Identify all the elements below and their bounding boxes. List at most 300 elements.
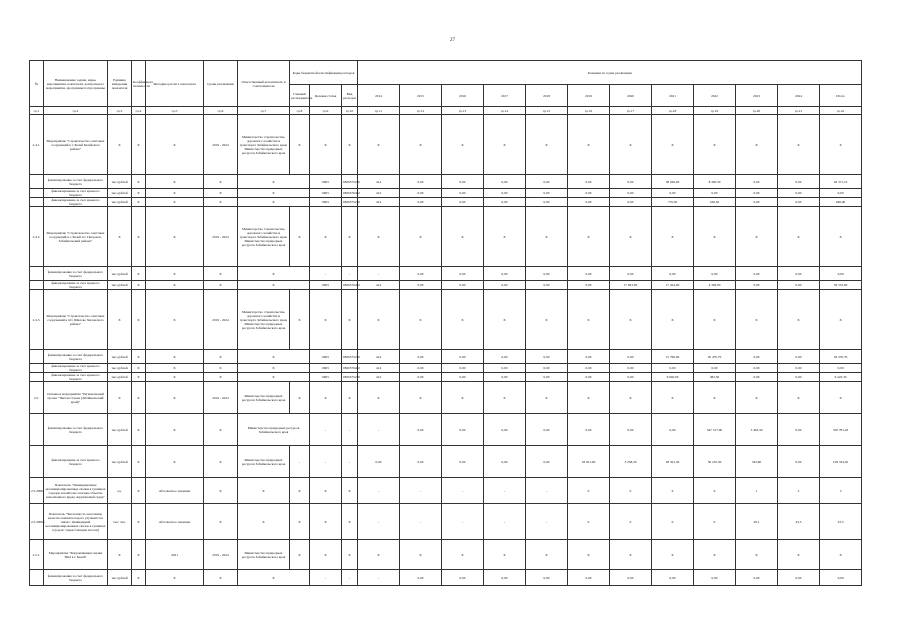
- table-cell: X: [146, 382, 204, 414]
- table-cell: X: [238, 281, 310, 290]
- table-cell: X: [610, 115, 652, 175]
- table-cell: тыс.рублей: [108, 414, 132, 446]
- table-cell: X: [610, 290, 652, 350]
- table-cell: 0,00: [736, 281, 778, 290]
- table-cell: X: [568, 207, 610, 267]
- table-cell: X: [290, 290, 310, 350]
- table-cell: X: [484, 540, 526, 570]
- table-cell: X: [736, 382, 778, 414]
- row-number-cell: [30, 373, 44, 382]
- table-cell: 17 424,00: [652, 281, 694, 290]
- row-name-cell: финансирование за счет федерального бюджета: [44, 570, 108, 586]
- table-cell: 0,00: [568, 350, 610, 364]
- table-cell: 0,00: [484, 198, 526, 207]
- table-cell: X: [778, 382, 820, 414]
- table-cell: X: [238, 478, 290, 504]
- table-cell: X: [400, 290, 442, 350]
- table-cell: 0,00: [610, 364, 652, 373]
- table-cell: Абсолютное значение: [146, 478, 204, 504]
- table-cell: 0,00: [820, 189, 862, 198]
- table-cell: X: [146, 189, 204, 198]
- table-cell: 0,00: [400, 446, 442, 478]
- table-cell: X: [132, 504, 146, 540]
- table-cell: 414: [358, 198, 400, 207]
- table-cell: 2021: [146, 540, 204, 570]
- table-cell: 15 790,00: [652, 350, 694, 364]
- table-cell: 0,00: [610, 350, 652, 364]
- row-name-cell: финансирование за счет краевого бюджета: [44, 446, 108, 478]
- table-cell: X: [342, 115, 358, 175]
- table-cell: 0820375250: [342, 373, 358, 382]
- header-no: №: [30, 61, 44, 107]
- table-cell: 0,00: [778, 373, 820, 382]
- table-cell: X: [204, 570, 238, 586]
- header-year: 2021: [652, 85, 694, 107]
- table-cell: 414: [358, 373, 400, 382]
- row-name-cell: финансирование за счет краевого бюджета: [44, 364, 108, 373]
- table-cell: 0,00: [484, 570, 526, 586]
- column-number: гр.13: [442, 107, 484, 115]
- row-name-cell: Мероприятие "Строительство очистных сооружений в г. Балей и г. Петровск-Забайкальский района": [44, 207, 108, 267]
- column-number: гр.8: [290, 107, 310, 115]
- table-cell: X: [146, 198, 204, 207]
- table-cell: -: [358, 267, 400, 281]
- table-cell: -: [310, 414, 342, 446]
- header-vid: Вид расходов: [342, 85, 358, 107]
- table-cell: 0,00: [400, 281, 442, 290]
- header-name: Наименование задачи, меры, мероприятия, показателя, контрольного мероприятия, программы/госпрограммы: [44, 61, 108, 107]
- table-cell: Министерство строительства, дорожного хозяйства и транспорта Забайкальского края, Министерство природных ресурсов Забайкальского края: [238, 290, 290, 350]
- table-cell: 0605: [310, 281, 342, 290]
- table-cell: X: [694, 115, 736, 175]
- table-cell: 0: [568, 478, 610, 504]
- table-cell: 0820376402: [342, 281, 358, 290]
- table-cell: X: [652, 290, 694, 350]
- table-cell: -: [442, 478, 484, 504]
- header-year: 2020: [610, 85, 652, 107]
- table-cell: 0,00: [694, 364, 736, 373]
- table-cell: X: [568, 115, 610, 175]
- table-cell: X: [132, 189, 146, 198]
- table-cell: X: [238, 198, 310, 207]
- table-cell: 0,00: [484, 373, 526, 382]
- table-cell: 0,00: [778, 175, 820, 189]
- table-cell: X: [132, 364, 146, 373]
- table-cell: X: [132, 281, 146, 290]
- table-cell: X: [108, 540, 132, 570]
- table-cell: 0,00: [400, 364, 442, 373]
- table-cell: X: [290, 504, 310, 540]
- table-cell: 0605: [310, 198, 342, 207]
- row-name-cell: финансирование за счет краевого бюджета: [44, 189, 108, 198]
- table-cell: 0,00: [736, 198, 778, 207]
- table-cell: X: [400, 540, 442, 570]
- column-number: гр.15: [526, 107, 568, 115]
- table-cell: X: [484, 207, 526, 267]
- table-cell: 0,00: [610, 175, 652, 189]
- table-cell: 0,00: [526, 570, 568, 586]
- table-cell: X: [736, 207, 778, 267]
- table-cell: X: [204, 414, 238, 446]
- table-cell: X: [342, 382, 358, 414]
- table-cell: X: [442, 207, 484, 267]
- table-cell: X: [358, 207, 400, 267]
- table-cell: 0,00: [778, 281, 820, 290]
- table-cell: 43,5: [820, 504, 862, 540]
- table-cell: X: [442, 540, 484, 570]
- table-row: [30, 281, 862, 290]
- header-year: 2023: [736, 85, 778, 107]
- table-cell: 0605: [310, 350, 342, 364]
- table-cell: X: [442, 290, 484, 350]
- table-cell: 0,00: [442, 570, 484, 586]
- table-cell: ед.: [108, 478, 132, 504]
- table-cell: X: [132, 115, 146, 175]
- table-cell: 3 258,30: [610, 446, 652, 478]
- table-cell: 414: [358, 189, 400, 198]
- table-cell: 6: [694, 478, 736, 504]
- table-cell: Министерство строительства, дорожного хозяйства и транспорта Забайкальского края, Министерство природных ресурсов Забайкальского края: [238, 207, 290, 267]
- table-cell: 0,00: [442, 373, 484, 382]
- table-cell: Министерство природных ресурсов Забайкальского края: [238, 540, 290, 570]
- table-cell: 0,00: [526, 175, 568, 189]
- header-year: 2019: [568, 85, 610, 107]
- table-cell: X: [310, 504, 342, 540]
- column-number: гр.3: [108, 107, 132, 115]
- table-cell: 0,00: [610, 414, 652, 446]
- table-cell: 8 300,30: [694, 175, 736, 189]
- table-row: [30, 189, 862, 198]
- table-cell: тыс.рублей: [108, 373, 132, 382]
- table-cell: 109 334,50: [820, 446, 862, 478]
- table-cell: тыс. чел.: [108, 504, 132, 540]
- row-name-cell: Показатель "Ликвидированы несанкционированные свалки в границах городов и наиболее опасные объекты накопленного вреда окружающей среде": [44, 478, 108, 504]
- table-cell: 0,00: [736, 267, 778, 281]
- table-row: [30, 382, 862, 414]
- table-cell: 0,00: [526, 350, 568, 364]
- table-cell: X: [108, 290, 132, 350]
- column-number: гр.2: [44, 107, 108, 115]
- table-cell: 0,00: [610, 267, 652, 281]
- table-row: [30, 414, 862, 446]
- table-cell: 0,00: [358, 446, 400, 478]
- table-cell: -: [358, 570, 400, 586]
- table-cell: 46 371,10: [820, 175, 862, 189]
- row-name-cell: Мероприятие "Строительство очистных сооружений в пгт. Шилово Хилокского района": [44, 290, 108, 350]
- row-number-cell: [30, 570, 44, 586]
- table-cell: тыс.рублей: [108, 446, 132, 478]
- table-row: [30, 570, 862, 586]
- table-cell: X: [146, 364, 204, 373]
- table-cell: 43,5: [778, 504, 820, 540]
- table-cell: X: [526, 115, 568, 175]
- row-number-cell: 2.4.1.: [30, 115, 44, 175]
- row-number-cell: 2.4.2.: [30, 207, 44, 267]
- row-name-cell: Основное мероприятие "Региональный проект "Чистая страна (Забайкальский край)": [44, 382, 108, 414]
- table-cell: 0,00: [484, 267, 526, 281]
- table-cell: X: [310, 207, 342, 267]
- table-cell: X: [310, 382, 342, 414]
- table-cell: X: [820, 115, 862, 175]
- table-cell: X: [652, 115, 694, 175]
- table-cell: X: [568, 290, 610, 350]
- row-number-cell: [30, 189, 44, 198]
- column-number: гр.20: [736, 107, 778, 115]
- table-cell: X: [342, 504, 358, 540]
- column-number: гр.18: [652, 107, 694, 115]
- row-number-cell: 2.5.2006б: [30, 504, 44, 540]
- table-cell: 0,00: [442, 198, 484, 207]
- row-name-cell: финансирование за счет федерального бюджета: [44, 175, 108, 189]
- table-cell: 0,00: [526, 281, 568, 290]
- table-cell: X: [290, 207, 310, 267]
- table-cell: тыс.рублей: [108, 350, 132, 364]
- row-number-cell: 2.5.2006: [30, 478, 44, 504]
- table-cell: X: [146, 175, 204, 189]
- table-cell: -: [358, 504, 400, 540]
- table-cell: X: [778, 207, 820, 267]
- table-cell: X: [204, 504, 238, 540]
- column-number: гр.9: [310, 107, 342, 115]
- table-cell: 0,00: [400, 175, 442, 189]
- table-cell: -: [342, 446, 358, 478]
- table-cell: X: [146, 570, 204, 586]
- table-cell: 20 470,70: [694, 350, 736, 364]
- table-cell: 0605: [310, 373, 342, 382]
- table-cell: X: [358, 290, 400, 350]
- table-cell: X: [132, 478, 146, 504]
- table-cell: X: [778, 540, 820, 570]
- row-number-cell: [30, 364, 44, 373]
- table-cell: X: [132, 373, 146, 382]
- table-cell: X: [108, 382, 132, 414]
- table-cell: X: [146, 207, 204, 267]
- column-number: гр.12: [400, 107, 442, 115]
- table-cell: X: [146, 373, 204, 382]
- table-cell: X: [526, 290, 568, 350]
- table-cell: 2019 - 2024: [204, 540, 238, 570]
- table-row: [30, 115, 862, 175]
- table-cell: X: [820, 540, 862, 570]
- column-number: гр.22: [820, 107, 862, 115]
- column-number: гр.11: [358, 107, 400, 115]
- table-cell: -: [484, 478, 526, 504]
- table-cell: 0,00: [652, 364, 694, 373]
- table-cell: X: [132, 175, 146, 189]
- table-cell: 0,00: [442, 350, 484, 364]
- table-cell: 0605: [310, 189, 342, 198]
- table-row: [30, 373, 862, 382]
- table-cell: 0,00: [568, 267, 610, 281]
- table-cell: X: [526, 207, 568, 267]
- table-cell: X: [442, 115, 484, 175]
- table-cell: 0,00: [442, 364, 484, 373]
- row-name-cell: финансирование за счет краевого бюджета: [44, 373, 108, 382]
- table-cell: 0,00: [778, 189, 820, 198]
- row-name-cell: Мероприятие "Строительство очистных сооружений в г. Балей Балейского района": [44, 115, 108, 175]
- table-cell: X: [204, 350, 238, 364]
- table-cell: 0: [610, 478, 652, 504]
- header-budget-code: Коды бюджетной классификации расходов: [290, 61, 358, 85]
- table-cell: 0,00: [442, 175, 484, 189]
- table-cell: 0,00: [442, 267, 484, 281]
- table-cell: X: [820, 290, 862, 350]
- program-table: [29, 60, 862, 586]
- table-cell: 0,00: [652, 570, 694, 586]
- table-cell: X: [736, 540, 778, 570]
- table-cell: X: [310, 540, 342, 570]
- table-cell: X: [238, 364, 310, 373]
- row-number-cell: [30, 350, 44, 364]
- row-name-cell: финансирование за счет краевого бюджета: [44, 281, 108, 290]
- table-cell: X: [108, 207, 132, 267]
- table-cell: X: [238, 504, 290, 540]
- column-number: гр.7: [238, 107, 290, 115]
- table-cell: 0,00: [610, 373, 652, 382]
- table-cell: 0,00: [736, 175, 778, 189]
- table-cell: 0,00: [484, 189, 526, 198]
- table-cell: X: [290, 540, 310, 570]
- table-body: [30, 115, 862, 586]
- table-cell: X: [310, 478, 342, 504]
- table-cell: X: [342, 478, 358, 504]
- table-cell: 414: [358, 175, 400, 189]
- row-number-cell: [30, 267, 44, 281]
- table-cell: 0,00: [694, 267, 736, 281]
- table-cell: 0,00: [526, 198, 568, 207]
- table-row: [30, 198, 862, 207]
- table-cell: 0,00: [652, 414, 694, 446]
- table-cell: -: [484, 504, 526, 540]
- table-cell: X: [310, 115, 342, 175]
- table-cell: 0,00: [400, 189, 442, 198]
- table-cell: 0,00: [442, 446, 484, 478]
- table-cell: тыс.рублей: [108, 189, 132, 198]
- table-cell: X: [146, 267, 204, 281]
- row-number-cell: [30, 414, 44, 446]
- table-cell: X: [132, 198, 146, 207]
- page-number: 27: [450, 38, 455, 43]
- table-cell: 0,00: [778, 198, 820, 207]
- column-number: гр.14: [484, 107, 526, 115]
- table-cell: 0820375250: [342, 350, 358, 364]
- column-number: гр.4: [132, 107, 146, 115]
- table-cell: X: [358, 115, 400, 175]
- table-row: [30, 478, 862, 504]
- table-cell: X: [652, 540, 694, 570]
- table-header: [30, 61, 862, 115]
- table-cell: 347 317,90: [694, 414, 736, 446]
- table-cell: 28 501,30: [652, 446, 694, 478]
- header-coef: Коэффициент значимости: [132, 61, 146, 107]
- table-cell: -: [358, 478, 400, 504]
- table-cell: X: [146, 350, 204, 364]
- table-cell: 0,00: [736, 570, 778, 586]
- table-cell: тыс.рублей: [108, 364, 132, 373]
- table-row: [30, 540, 862, 570]
- table-cell: X: [400, 115, 442, 175]
- table-cell: 0,00: [526, 373, 568, 382]
- table-cell: -: [310, 570, 342, 586]
- table-cell: X: [820, 382, 862, 414]
- table-cell: -: [358, 414, 400, 446]
- table-cell: -: [400, 504, 442, 540]
- table-cell: -: [342, 570, 358, 586]
- table-cell: X: [108, 115, 132, 175]
- table-cell: 0,00: [778, 350, 820, 364]
- column-number: гр.16: [568, 107, 610, 115]
- table-cell: X: [238, 350, 310, 364]
- table-row: [30, 175, 862, 189]
- table-cell: 0820376402: [342, 189, 358, 198]
- table-cell: 0,00: [820, 570, 862, 586]
- table-cell: 0,00: [610, 198, 652, 207]
- column-number: гр.19: [694, 107, 736, 115]
- row-name-cell: финансирование за счет федерального бюджета: [44, 414, 108, 446]
- table-cell: 2019 - 2024: [204, 207, 238, 267]
- table-cell: 6: [652, 478, 694, 504]
- table-cell: X: [238, 189, 310, 198]
- table-cell: 0,00: [400, 373, 442, 382]
- table-cell: 0,00: [778, 267, 820, 281]
- table-cell: X: [694, 382, 736, 414]
- table-cell: X: [238, 175, 310, 189]
- table-cell: X: [694, 540, 736, 570]
- table-cell: X: [400, 207, 442, 267]
- table-cell: X: [610, 382, 652, 414]
- table-cell: X: [290, 478, 310, 504]
- table-cell: X: [400, 382, 442, 414]
- table-cell: 0,00: [484, 446, 526, 478]
- table-cell: X: [694, 207, 736, 267]
- table-cell: 0,00: [694, 570, 736, 586]
- table-cell: 0,00: [820, 267, 862, 281]
- table-row: [30, 267, 862, 281]
- header-total: Итого: [820, 85, 862, 107]
- column-number: гр.5: [146, 107, 204, 115]
- table-cell: X: [132, 446, 146, 478]
- table-cell: X: [358, 382, 400, 414]
- row-name-cell: Мероприятие "Рекультивация свалки ТКО в г. Балей": [44, 540, 108, 570]
- header-year: 2017: [484, 85, 526, 107]
- header-year: 2022: [694, 85, 736, 107]
- table-cell: X: [290, 382, 310, 414]
- table-cell: X: [146, 446, 204, 478]
- table-row: [30, 290, 862, 350]
- table-cell: 0,00: [778, 364, 820, 373]
- table-cell: X: [694, 290, 736, 350]
- table-cell: 0,00: [526, 267, 568, 281]
- table-cell: 29,1: [736, 504, 778, 540]
- table-cell: X: [736, 115, 778, 175]
- table-cell: X: [736, 290, 778, 350]
- table-cell: X: [610, 207, 652, 267]
- table-cell: Абсолютное значение: [146, 504, 204, 540]
- header-year: 2015: [400, 85, 442, 107]
- table-cell: 0,00: [526, 414, 568, 446]
- table-cell: 0,00: [442, 414, 484, 446]
- table-cell: 0,00: [568, 189, 610, 198]
- table-cell: 39 553,90: [820, 281, 862, 290]
- table-cell: 0,00: [400, 267, 442, 281]
- table-cell: 4 306,00: [694, 281, 736, 290]
- header-year: 2018: [526, 85, 568, 107]
- table-cell: 0: [652, 504, 694, 540]
- table-cell: X: [526, 382, 568, 414]
- table-cell: 0820375250: [342, 198, 358, 207]
- table-cell: 169,50: [694, 198, 736, 207]
- table-cell: 414: [358, 364, 400, 373]
